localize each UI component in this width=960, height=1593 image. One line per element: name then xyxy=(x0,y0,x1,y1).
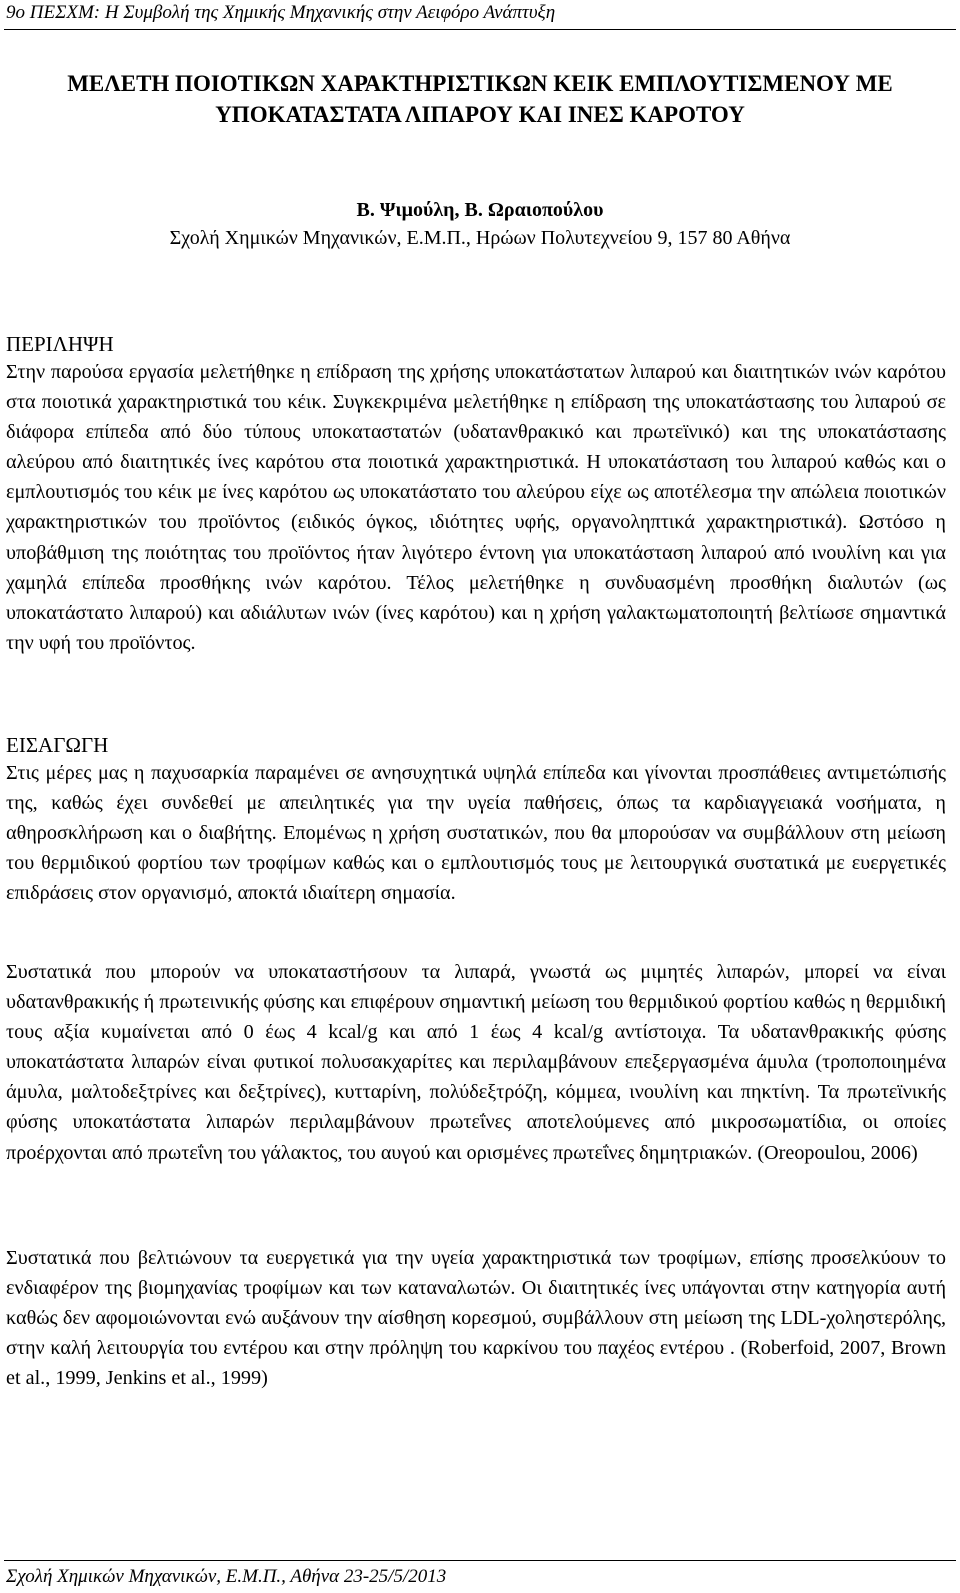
running-header: 9ο ΠΕΣΧΜ: Η Συμβολή της Χημικής Μηχανικής στην Αειφόρο Ανάπτυξη xyxy=(6,2,556,23)
header-divider xyxy=(4,29,956,30)
introduction-heading: ΕΙΣΑΓΩΓΗ xyxy=(6,733,109,757)
intro-paragraph-2: Συστατικά που μπορούν να υποκαταστήσουν τα λιπαρά, γνωστά ως μιμητές λιπαρών, μπορεί να είναι υδατανθρακικής ή πρωτεινικής φύσης και επιφέρουν σημαντική μείωση του θερμιδικού φορτίου καθώς η θερμιδική τους αξία κυμαίνεται από 0 έως 4 kcal/g και από 1 έως 4 kcal/g αντίστοιχα. Τα υδατανθρακικής φύσης υποκατάστατα λιπαρών είναι φυτικοί πολυσακχαρίτες και περιλαμβάνουν επεξεργασμένα άμυλα (τροποποιημένα άμυλα, μαλτοδεξτρίνες και δεξτρίνες), κυτταρίνη, πολύδεξτρόζη, κόμμεα, ινουλίνη και πηκτίνη. Τα πρωτεϊνικής φύσης υποκατάστατα λιπαρών περιλαμβάνουν πρωτεΐνες αποτελούμενες από μικροσωματίδια, οι οποίες προέρχονται από πρωτεΐνη του γάλακτος, του αυγού και ορισμένες πρωτεΐνες δημητριακών. (Oreopoulou, 2006) xyxy=(6,961,946,1164)
abstract-text: Στην παρούσα εργασία μελετήθηκε η επίδραση της χρήσης υποκατάστατων λιπαρού και διαιτητικών ινών καρότου στα ποιοτικά χαρακτηριστικά του κέικ. Συγκεκριμένα μελετήθηκε η επίδραση της υποκατάστασης του λιπαρού σε διάφορα επίπεδα από δύο τύπους υποκαταστατών (υδατανθρακικό και πρωτεϊνικό) και της υποκατάστασης αλεύρου από διαιτητικές ίνες καρότου στα ποιοτικά χαρακτηριστικά. Η υποκατάσταση του λιπαρού καθώς και ο εμπλουτισμός του κέικ με ίνες καρότου ως υποκατάστατο του αλεύρου είχε ως αποτέλεσμα την απώλεια ποιοτικών χαρακτηριστικών του προϊόντος (ειδικός όγκος, ιδιότητες υφής, οργανοληπτικά χαρακτηριστικά). Ωστόσο η υποβάθμιση της ποιότητας του προϊόντος ήταν λιγότερο έντονη για υποκατάσταση λιπαρού από ινουλίνη και για χαμηλά επίπεδα προσθήκης ινών καρότου. Τέλος μελετήθηκε η συνδυασμένη προσθήκη διαλυτών (ως υποκατάστατο λιπαρού) και αδιάλυτων ινών (ίνες καρότου) και η χρήση γαλακτωματοποιητή βελτίωσε σημαντικά την υφή του προϊόντος. xyxy=(6,361,946,654)
author-names: Β. Ψιμούλη, Β. Ωραιοπούλου xyxy=(356,199,604,221)
author-block xyxy=(0,196,960,252)
footer-divider xyxy=(4,1560,956,1561)
abstract-heading: ΠΕΡΙΛΗΨΗ xyxy=(6,332,114,356)
author-affiliation: Σχολή Χημικών Μηχανικών, Ε.Μ.Π., Ηρώων Πολυτεχνείου 9, 157 80 Αθήνα xyxy=(169,227,791,249)
title-line-2: ΥΠΟΚΑΤΑΣΤΑΤΑ ΛΙΠΑΡΟΥ ΚΑΙ ΙΝΕΣ ΚΑΡΟΤΟΥ xyxy=(215,102,745,127)
intro-paragraph-1: Στις μέρες μας η παχυσαρκία παραμένει σε ανησυχητικά υψηλά επίπεδα και γίνονται προσπάθειες αντιμετώπισής της, καθώς έχει συνδεθεί με απειλητικές για την υγεία παθήσεις, όπως τα καρδιαγγειακά νοσήματα, η αθηροσκλήρωση και ο διαβήτης. Επομένως η χρήση συστατικών, που θα μπορούσαν να συμβάλλουν στη μείωση του θερμιδικού φορτίου των τροφίμων καθώς και ο εμπλουτισμός τους με λειτουργικά συστατικά με ευεργετικές επιδράσεις στον οργανισμό, αποκτά ιδιαίτερη σημασία. xyxy=(6,762,946,905)
paper-title xyxy=(0,68,960,130)
title-line-1: ΜΕΛΕΤΗ ΠΟΙΟΤΙΚΩΝ ΧΑΡΑΚΤΗΡΙΣΤΙΚΩΝ ΚΕΙΚ ΕΜΠΛΟΥΤΙΣΜΕΝΟΥ ΜΕ xyxy=(67,71,893,96)
running-footer: Σχολή Χημικών Μηχανικών, Ε.Μ.Π., Αθήνα 23-25/5/2013 xyxy=(6,1566,447,1587)
intro-paragraph-3: Συστατικά που βελτιώνουν τα ευεργετικά για την υγεία χαρακτηριστικά των τροφίμων, επίσης προσελκύουν το ενδιαφέρον της βιομηχανίας τροφίμων και των καταναλωτών. Οι διαιτητικές ίνες υπάγονται στην κατηγορία αυτή καθώς δεν αφομοιώνονται ενώ αυξάνουν την αίσθηση κορεσμού, συμβάλλουν στη μείωση της LDL-χοληστερόλης, στην καλή λειτουργία του εντέρου και στην πρόληψη του καρκίνου του παχέος εντέρου . (Roberfoid, 2007, Brown et al., 1999, Jenkins et al., 1999) xyxy=(6,1247,946,1390)
